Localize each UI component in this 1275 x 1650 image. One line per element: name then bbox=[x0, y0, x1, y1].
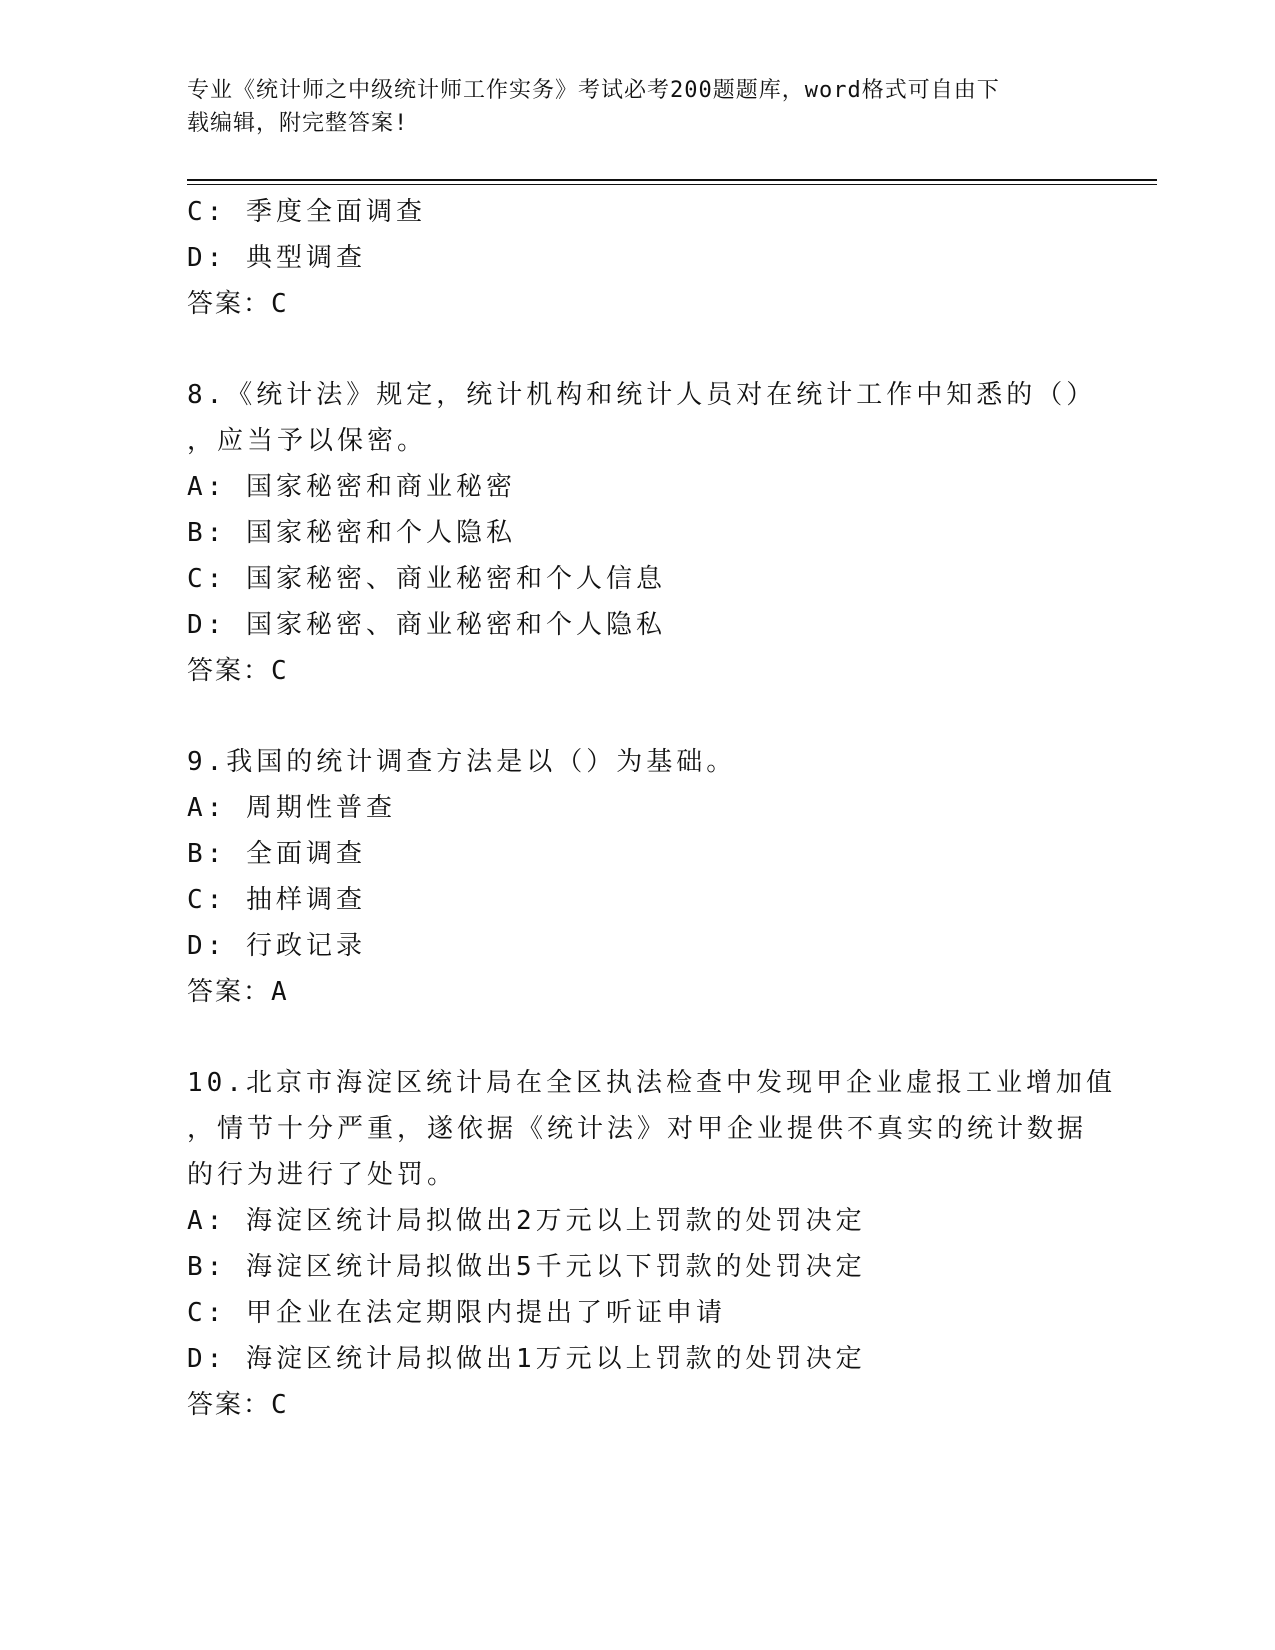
spacer bbox=[187, 1015, 1087, 1060]
option-c: C: 季度全面调查 bbox=[187, 197, 426, 227]
question-stem-line: 9.我国的统计调查方法是以（）为基础。 bbox=[187, 747, 737, 777]
answer: 答案：C bbox=[187, 656, 289, 686]
option-b: B: 海淀区统计局拟做出5千元以下罚款的处罚决定 bbox=[187, 1252, 866, 1282]
question-stem-line: 8.《统计法》规定，统计机构和统计人员对在统计工作中知悉的（） bbox=[187, 380, 1097, 410]
question-7-tail bbox=[187, 189, 1087, 327]
option-d: D: 海淀区统计局拟做出1万元以上罚款的处罚决定 bbox=[187, 1344, 866, 1374]
question-stem-line: 的行为进行了处罚。 bbox=[187, 1160, 458, 1190]
answer: 答案：C bbox=[187, 289, 289, 319]
question-stem-line: ，情节十分严重，遂依据《统计法》对甲企业提供不真实的统计数据 bbox=[187, 1114, 1088, 1144]
option-c: C: 甲企业在法定期限内提出了听证申请 bbox=[187, 1298, 726, 1328]
option-c: C: 国家秘密、商业秘密和个人信息 bbox=[187, 564, 666, 594]
question-list bbox=[187, 189, 1116, 1428]
answer: 答案：C bbox=[187, 1390, 289, 1420]
header-line-2: 载编辑，附完整答案! bbox=[187, 111, 409, 136]
option-a: A: 海淀区统计局拟做出2万元以上罚款的处罚决定 bbox=[187, 1206, 866, 1236]
header-divider-thin bbox=[187, 184, 1157, 185]
spacer bbox=[187, 694, 1087, 739]
question-10 bbox=[187, 1060, 1116, 1428]
question-8 bbox=[187, 372, 1097, 694]
option-a: A: 周期性普查 bbox=[187, 793, 396, 823]
option-d: D: 国家秘密、商业秘密和个人隐私 bbox=[187, 610, 666, 640]
option-a: A: 国家秘密和商业秘密 bbox=[187, 472, 516, 502]
header-divider-thick bbox=[187, 179, 1157, 181]
option-b: B: 全面调查 bbox=[187, 839, 366, 869]
option-d: D: 典型调查 bbox=[187, 243, 366, 273]
question-9 bbox=[187, 739, 1087, 1015]
spacer bbox=[187, 327, 1087, 372]
question-stem-line: ，应当予以保密。 bbox=[187, 426, 428, 456]
document-header bbox=[187, 74, 1067, 140]
option-d: D: 行政记录 bbox=[187, 931, 366, 961]
header-line-1: 专业《统计师之中级统计师工作实务》考试必考200题题库，word格式可自由下 bbox=[187, 78, 1000, 103]
option-b: B: 国家秘密和个人隐私 bbox=[187, 518, 516, 548]
option-c: C: 抽样调查 bbox=[187, 885, 366, 915]
question-stem-line: 10.北京市海淀区统计局在全区执法检查中发现甲企业虚报工业增加值 bbox=[187, 1068, 1116, 1098]
answer: 答案：A bbox=[187, 977, 289, 1007]
